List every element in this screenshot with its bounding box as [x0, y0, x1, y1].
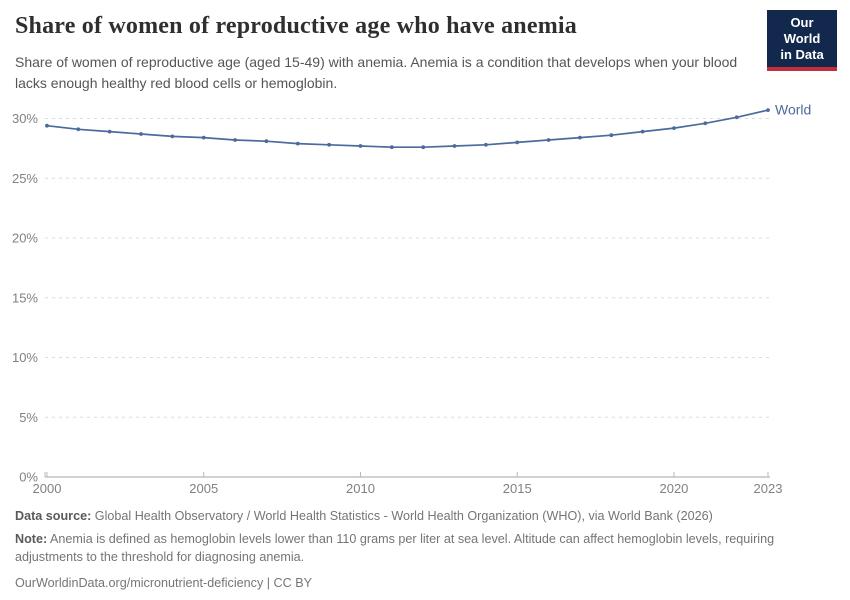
y-axis-label: 5% — [19, 409, 38, 425]
data-point[interactable] — [578, 136, 582, 140]
data-point[interactable] — [672, 126, 676, 130]
note-line — [15, 531, 837, 567]
data-point[interactable] — [484, 143, 488, 147]
x-axis-label: 2023 — [753, 481, 783, 496]
data-point[interactable] — [453, 144, 457, 148]
data-point[interactable] — [547, 138, 551, 142]
data-point[interactable] — [515, 141, 519, 145]
chart-subtitle: Share of women of reproductive age (aged 15-49) with anemia. Anemia is a condition that develops when your blood lacks enough healthy red blood cells or hemoglobin. — [15, 54, 738, 91]
page-title: Share of women of reproductive age who have anemia — [15, 13, 577, 39]
data-point[interactable] — [641, 130, 645, 134]
data-point[interactable] — [735, 115, 739, 119]
data-point[interactable] — [703, 121, 707, 125]
chart-footer — [15, 508, 837, 598]
data-point[interactable] — [609, 133, 613, 137]
y-axis-label: 30% — [11, 111, 38, 126]
y-axis-label: 20% — [11, 230, 38, 246]
note-label: Note: — [15, 531, 48, 546]
series-end-label: World — [775, 101, 812, 118]
x-axis-label: 2005 — [189, 481, 219, 496]
data-point[interactable] — [359, 144, 363, 148]
chart-svg[interactable] — [0, 88, 850, 503]
owid-logo-line1: Our World — [783, 15, 821, 46]
data-point[interactable] — [766, 108, 770, 112]
data-point[interactable] — [139, 132, 143, 136]
data-point[interactable] — [421, 145, 425, 149]
data-point[interactable] — [45, 124, 49, 128]
x-axis-label: 2010 — [346, 481, 375, 496]
y-axis-label: 0% — [19, 469, 38, 485]
data-point[interactable] — [202, 136, 206, 140]
y-axis-label: 10% — [11, 350, 38, 365]
data-point[interactable] — [390, 145, 394, 149]
data-source-label: Data source: — [15, 509, 92, 523]
data-point[interactable] — [76, 127, 80, 131]
y-axis-label: 25% — [11, 170, 38, 186]
attribution-link[interactable]: OurWorldinData.org/micronutrient-deficiency | CC BY — [15, 575, 312, 590]
data-point[interactable] — [171, 135, 175, 139]
x-axis-label: 2000 — [32, 481, 62, 496]
x-axis-label: 2015 — [502, 481, 532, 496]
data-point[interactable] — [327, 143, 331, 147]
data-source-line — [15, 508, 837, 526]
world-line[interactable] — [47, 110, 768, 147]
y-axis-label: 15% — [11, 290, 38, 306]
data-point[interactable] — [296, 142, 300, 146]
data-point[interactable] — [108, 130, 112, 134]
data-source-text: Global Health Observatory / World Health Statistics - World Health Organization (WHO), via World Bank (2026) — [94, 509, 713, 523]
note-text: Anemia is defined as hemoglobin levels lower than 110 grams per liter at sea level. Altitude can affect hemoglobin levels, requiring adjustments to the threshold for diagnosing anemia. — [15, 531, 775, 564]
data-point[interactable] — [233, 138, 237, 142]
owid-logo[interactable] — [767, 10, 837, 71]
x-axis-label: 2020 — [659, 481, 689, 496]
owid-logo-line2: in Data — [780, 47, 824, 62]
data-point[interactable] — [265, 139, 269, 143]
